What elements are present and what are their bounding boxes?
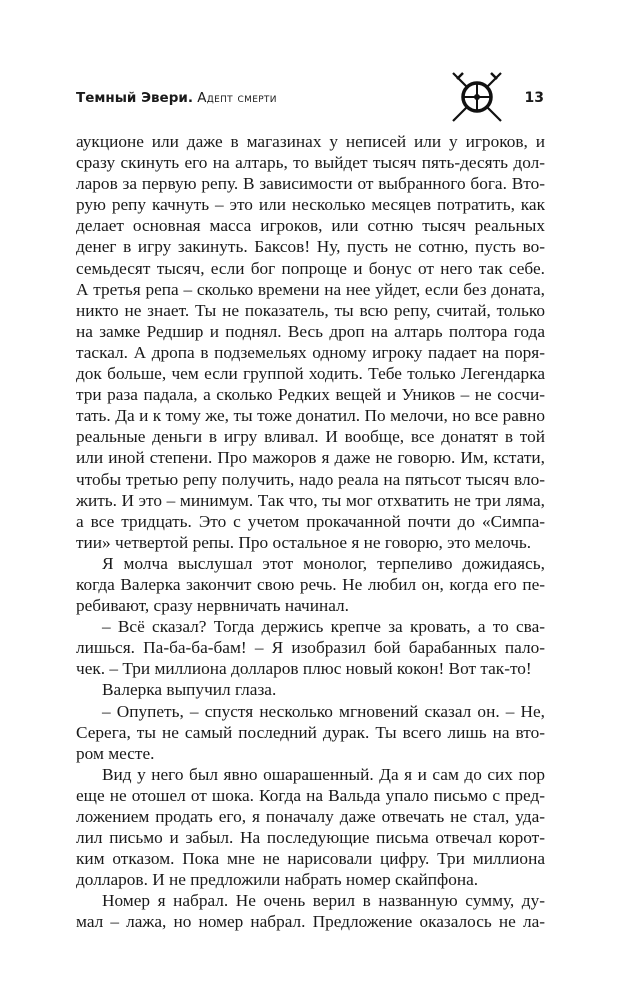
text-line: никто не знает. Ты не показатель, ты всю репу, считай, только — [76, 300, 545, 320]
text-line: денег в игру закинуть. Баксов! Ну, пусть не сотню, пусть во- — [76, 237, 545, 257]
text-line: Вид у него был явно ошарашенный. Да я и сам до сих пор — [102, 764, 545, 784]
text-line: долларов. И не предложили набрать номер скайпфона. — [76, 870, 479, 890]
text-line: еще не отошел от шока. Когда на Вальда упало письмо с пред- — [76, 785, 545, 805]
text-line: док больше, чем если группой ходить. Тебе только Легендарка — [76, 364, 545, 384]
text-line: тать. Да и к тому же, ты тоже донатил. По мелочи, но все равно — [76, 406, 545, 426]
text-line: три раза падала, а сколько Редких вещей и Уников – не сосчи- — [76, 385, 545, 405]
text-line: рую репу качнуть – это или несколько месяцев потратить, как — [76, 195, 545, 215]
text-line: Номер я набрал. Не очень верил в названную сумму, ду- — [102, 891, 545, 911]
text-line: когда Валерка закончит свою речь. Не любил он, когда его пе- — [76, 574, 545, 594]
page-body-text — [76, 131, 545, 933]
text-line: ром месте. — [76, 743, 155, 763]
text-line: сразу скинуть его на алтарь, то выйдет тысяч пять-десять дол- — [76, 153, 545, 173]
text-line: семьдесят тысяч, если бог попроще и бонус от него так себе. — [76, 258, 545, 278]
text-line: жить. И это – минимум. Так что, ты мог отхватить не три ляма, — [76, 490, 545, 510]
text-line: мал – лажа, но номер набрал. Предложение оказалось не ла- — [76, 912, 545, 932]
text-line: Я молча выслушал этот монолог, терпеливо дожидаясь, — [102, 553, 545, 573]
header-book-title: Адепт смерти — [197, 90, 277, 106]
text-line: аукционе или даже в магазинах у неписей или у игроков, и — [76, 132, 545, 151]
text-line: – Опупеть, – спустя несколько мгновений сказал он. – Не, — [102, 701, 545, 721]
text-line: Валерка выпучил глаза. — [102, 680, 277, 700]
text-line: чтобы третью репу получить, надо реала на пятьсот тысяч вло- — [76, 469, 545, 489]
text-line: ложением продать его, я поначалу даже отвечать не стал, уда- — [76, 807, 545, 826]
text-line: реальные деньги в игру вливал. И вообще, все донатят в той — [76, 427, 545, 447]
text-line: ким отказом. Пока мне не нарисовали цифру. Три миллиона — [76, 849, 545, 869]
text-line: ларов за первую репу. В зависимости от выбранного бога. Вто- — [76, 174, 545, 194]
text-line: на замке Редшир и поднял. Весь дроп на алтарь полтора года — [76, 321, 545, 341]
crossed-swords-shield-icon — [449, 70, 505, 122]
text-line: делает основная масса игроков, или сотню тысяч реальных — [76, 216, 545, 236]
text-line: Серега, ты не самый последний дурак. Ты всего лишь на вто- — [76, 722, 545, 742]
header-author: Темный Эвери. — [76, 90, 193, 106]
text-line: а все тридцать. Это с учетом прокачанной почти до «Симпа- — [76, 511, 545, 531]
text-line: чек. – Три миллиона долларов плюс новый кокон! Вот так-то! — [76, 659, 532, 679]
text-line: тии» четвертой репы. Про остальное я не говорю, это мелочь. — [76, 532, 532, 552]
text-line: – Всё сказал? Тогда держись крепче за кровать, а то сва- — [102, 617, 545, 637]
text-line: таскал. А дропа в подземельях одному игроку падает на поря- — [76, 342, 545, 362]
text-line: или иной степени. Про мажоров я даже не говорю. Им, кстати, — [76, 448, 545, 468]
text-line: ребивают, сразу нервничать начинал. — [76, 596, 349, 616]
text-line: лил письмо и забыл. На последующие письма отвечал корот- — [76, 828, 545, 848]
text-line: лишься. Па-ба-ба-бам! – Я изобразил бой барабанных пало- — [76, 638, 545, 658]
page-number: 13 — [524, 90, 544, 106]
text-line: А третья репа – сколько времени на нее уйдет, если без доната, — [76, 279, 545, 299]
